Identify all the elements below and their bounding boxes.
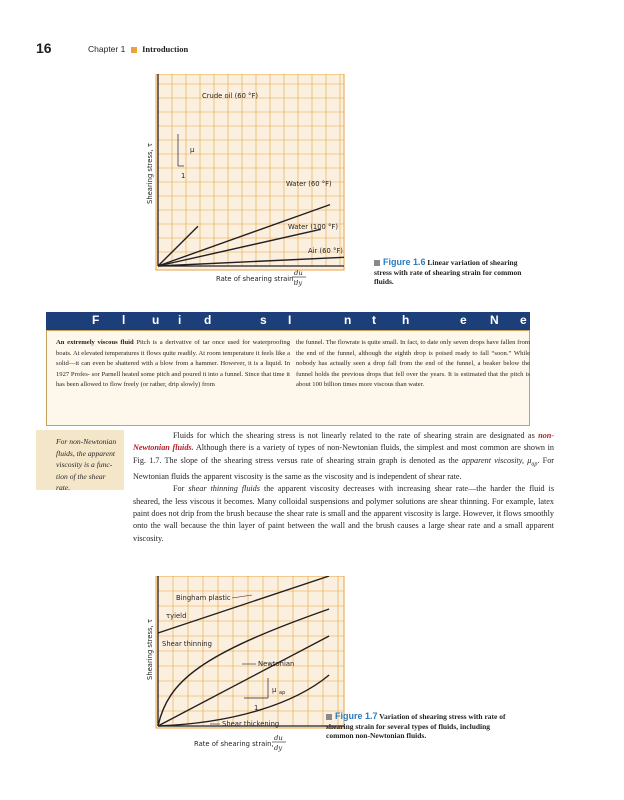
series-label-2: Water (100 °F) — [288, 223, 338, 231]
fitn-heading: An extremely viscous fluid — [56, 339, 134, 346]
banner-letter: w — [546, 313, 556, 327]
banner-letter: N — [490, 313, 499, 327]
p2-text-b: the apparent viscosity decreases with increasing shear rate—the harder the fluid is sheared, the less viscous it becomes. Many colloidal suspensions and polymer solutions are shear thinning. For example, latex paint does not drip from the brush because the shear rate is small and the apparent viscosity is large. However, it flows smoothly onto the wall because the thin layer of paint between the wall and the brush causes a large shear rate and a small apparent viscosity. — [133, 484, 555, 543]
x-axis-frac-num: du — [294, 269, 303, 277]
fluids-in-the-news-banner — [46, 312, 579, 330]
page-number: 16 — [36, 40, 52, 56]
paragraph-2 — [133, 483, 554, 545]
series-label-2: Newtonian — [258, 660, 295, 668]
section-label: Introduction — [142, 44, 189, 54]
margin-note — [36, 430, 124, 490]
caption-square-icon — [326, 714, 332, 720]
fitn-left-column — [56, 338, 290, 391]
banner-letter: d — [204, 313, 212, 327]
margin-note-line: rate. — [56, 483, 71, 492]
figure-1-7-caption-text: Variation of shearing stress with rate of shearing strain for several types of fluids, including common non-Newtonian fluids. — [326, 712, 506, 740]
figure-1-6-caption — [374, 258, 534, 287]
banner-letter: n — [344, 313, 352, 327]
x-axis-frac-den: dy — [274, 744, 283, 752]
margin-note-line: viscosity is a func- — [56, 460, 113, 469]
x-axis-frac-num: du — [274, 734, 283, 742]
banner-letter: e — [520, 313, 527, 327]
p2-text-a: For — [173, 484, 185, 494]
figure-1-7-caption — [326, 712, 506, 741]
series-label-0: Bingham plastic — [176, 594, 231, 602]
running-header — [88, 44, 188, 54]
figure-1-6-label: Figure 1.6 — [383, 257, 426, 267]
fitn-right-column: the funnel. The flowrate is quite small. In fact, to date only seven drops have fallen from the end of the funnel, although the eighth drop is poised ready to fall “soon.” While nobody has actually seen a drop fall from the end of the funnel, a beaker below the funnel holds the previous drops that fell over the years. It is estimated that the pitch is about 100 billion times more viscous than water. — [296, 339, 530, 389]
caption-square-icon — [374, 260, 380, 266]
slope-mu-label: μ — [272, 686, 277, 694]
banner-letter: t — [372, 313, 376, 327]
series-label-3: Air (60 °F) — [308, 247, 343, 255]
chapter-label: Chapter 1 — [88, 44, 126, 54]
p1-text-b: Although there is a variety of types of non-Newtonian fluids, the simplest and most common are shown in Fig. 1.7. The slope of the shearing stress versus rate of shearing strain graph is denoted as the — [133, 443, 554, 465]
figure-1-7-label: Figure 1.7 — [335, 711, 378, 721]
term-shear-thinning: shear thinning fluids — [188, 484, 260, 494]
y-axis-label: Shearing stress, τ — [146, 143, 154, 204]
y-axis-label: Shearing stress, τ — [146, 619, 154, 680]
x-axis-label: Rate of shearing strain, — [216, 275, 296, 283]
header-square-icon — [131, 47, 137, 53]
body-text — [133, 430, 554, 545]
banner-letter: h — [402, 313, 410, 327]
term-apparent-viscosity: apparent viscosity, μ — [461, 455, 532, 465]
banner-letter: F — [92, 313, 100, 327]
term-ap-subscript: ap — [531, 461, 538, 468]
banner-letter: I — [288, 313, 292, 327]
p1-text-a: Fluids for which the shearing stress is not linearly related to the rate of shearing strain are designated as — [173, 431, 535, 440]
yield-label: τyield — [166, 612, 187, 620]
banner-letter: i — [178, 313, 182, 327]
banner-letter: l — [122, 313, 126, 327]
figure-1-7-chart — [140, 576, 380, 776]
slope-unit-label: 1 — [181, 172, 186, 180]
x-axis-frac-den: dy — [294, 279, 303, 287]
fitn-left-text: Pitch is a derivative of tar once used for waterproofing boats. At elevated temperatures it flows quite readily. At room temperature it feels like a solid—it can even be shattered with a blow from a hammer. However, it is a liquid. In 1927 Profes- sor Parnell heated some pitch and poured it into a funnel. Since that time it has been allowed to flow freely (or rather, drip slowly) from — [56, 339, 290, 389]
series-label-0: Crude oil (60 °F) — [202, 92, 259, 100]
banner-letter: e — [460, 313, 467, 327]
banner-letter: s — [572, 313, 579, 327]
term-non-newtonian: non-Newtonian fluids. — [133, 431, 555, 453]
slope-mu-label: μ — [190, 146, 195, 154]
p1-text-c: . For Newtonian fluids the apparent viscosity is the same as the viscosity and is independent of shear rate. — [133, 455, 555, 481]
banner-letter: u — [152, 313, 160, 327]
margin-note-line: fluids, the apparent — [56, 448, 115, 458]
figure-1-6-chart — [140, 74, 380, 296]
series-label-1: Shear thinning — [162, 640, 212, 648]
slope-unit-label: 1 — [254, 704, 259, 712]
series-label-1: Water (60 °F) — [286, 180, 332, 188]
series-label-3: Shear thickening — [222, 720, 280, 728]
margin-note-line: tion of the shear — [56, 471, 106, 481]
figure-1-6-caption-text: Linear variation of shearing stress with rate of shearing strain for common fluids. — [374, 258, 522, 286]
x-axis-label: Rate of shearing strain, — [194, 740, 274, 748]
banner-letter: s — [260, 313, 267, 327]
slope-ap-label: ap — [279, 690, 286, 696]
paragraph-1 — [133, 430, 554, 483]
margin-note-line: For non-Newtonian — [56, 437, 117, 446]
